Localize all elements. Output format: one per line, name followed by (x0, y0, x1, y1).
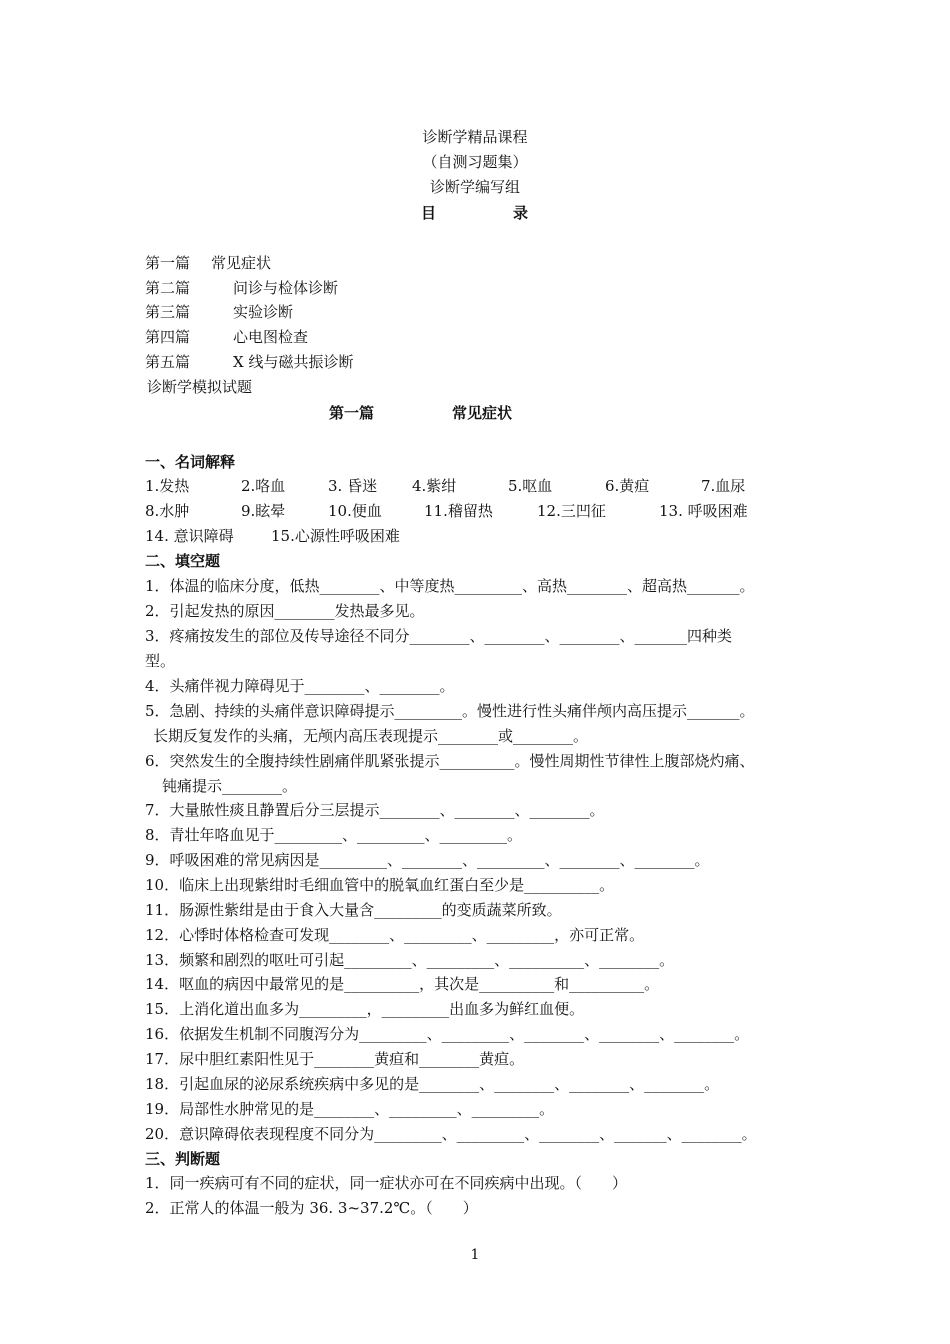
toc-title-right: 录 (513, 204, 529, 222)
fill-question: 2．引起发热的原因________发热最多见。 (145, 602, 425, 620)
term-item: 1.发热 (145, 477, 190, 495)
toc-title-left: 目 (421, 204, 437, 222)
term-item: 2.咯血 (241, 477, 286, 495)
judge-question: 2．正常人的体温一般为 36. 3~37.2℃。（ ） (145, 1199, 478, 1217)
fill-question: 10．临床上出现紫绀时毛细血管中的脱氧血红蛋白至少是__________。 (145, 876, 615, 894)
course-subtitle: （自测习题集） (422, 153, 528, 171)
section-heading-judge: 三、判断题 (145, 1150, 221, 1168)
part-title: 常见症状 (452, 404, 513, 422)
page-number: 1 (470, 1247, 480, 1263)
editor-group: 诊断学编写组 (429, 178, 520, 196)
term-item: 9.眩晕 (241, 502, 286, 520)
toc-item-title: X 线与磁共振诊断 (233, 353, 354, 371)
fill-question: 7．大量脓性痰且静置后分三层提示________、________、________。 (145, 801, 605, 819)
toc-item-num: 第三篇 (145, 303, 191, 321)
term-item: 13. 呼吸困难 (659, 502, 748, 520)
fill-question: 13．频繁和剧烈的呕吐可引起_________、_________、__________、________。 (145, 951, 675, 969)
fill-question: 3．疼痛按发生的部位及传导途径不同分________、________、________、_______四种类 (145, 627, 733, 645)
fill-question-continued: 型。 (145, 652, 176, 670)
term-item: 12.三凹征 (537, 502, 606, 520)
fill-question: 15．上消化道出血多为_________，_________出血多为鲜红血便。 (145, 1000, 585, 1018)
fill-question: 5．急剧、持续的头痛伴意识障碍提示_________。慢性进行性头痛伴颅内高压提示_______。 (145, 702, 755, 720)
section-heading-fill: 二、填空题 (145, 552, 221, 570)
term-item: 14. 意识障碍 (145, 527, 234, 545)
fill-question: 16．依据发生机制不同腹泻分为_________、_________、________、________、________。 (145, 1025, 750, 1043)
fill-question: 18．引起血尿的泌尿系统疾病中多见的是________、________、________、________。 (145, 1075, 720, 1093)
fill-question: 20．意识障碍依表现程度不同分为_________、_________、________、_______、________。 (145, 1125, 757, 1143)
fill-question: 19．局部性水肿常见的是________、_________、_________。 (145, 1100, 555, 1118)
fill-question: 6．突然发生的全腹持续性剧痛伴肌紧张提示__________。慢性周期性节律性上腹部烧灼痛、 (145, 752, 755, 770)
toc-item-title: 心电图检查 (233, 328, 309, 346)
fill-question-continued: 钝痛提示________。 (162, 777, 298, 795)
fill-question: 11．肠源性紫绀是由于食入大量含_________的变质蔬菜所致。 (145, 901, 562, 919)
toc-item-num: 第一篇 (145, 254, 191, 272)
toc-item-num: 第五篇 (145, 353, 191, 371)
toc-item-num: 第二篇 (145, 279, 191, 297)
term-item: 7.血尿 (701, 477, 746, 495)
fill-question: 9．呼吸困难的常见病因是_________、________、_________、________、________。 (145, 851, 710, 869)
toc-item-num: 第四篇 (145, 328, 191, 346)
term-item: 8.水肿 (145, 502, 190, 520)
fill-question: 4．头痛伴视力障碍见于________、________。 (145, 677, 455, 695)
fill-question: 17．尿中胆红素阳性见于________黄疸和________黄疸。 (145, 1050, 525, 1068)
section-heading-terms: 一、名词解释 (145, 453, 236, 471)
course-title: 诊断学精品课程 (422, 128, 528, 146)
term-item: 4.紫绀 (412, 477, 457, 495)
term-item: 10.便血 (328, 502, 382, 520)
part-number: 第一篇 (329, 404, 375, 422)
fill-question: 12．心悸时体格检查可发现________、_________、_________，亦可正常。 (145, 926, 645, 944)
fill-question-continued: 长期反复发作的头痛，无颅内高压表现提示________或________。 (153, 727, 589, 745)
term-item: 11.稽留热 (424, 502, 493, 520)
term-item: 3. 昏迷 (328, 477, 378, 495)
fill-question: 14．呕血的病因中最常见的是__________，其次是__________和__________。 (145, 975, 660, 993)
judge-question: 1．同一疾病可有不同的症状，同一症状亦可在不同疾病中出现。（ ） (145, 1174, 628, 1192)
fill-question: 8．青壮年咯血见于_________、_________、_________。 (145, 826, 523, 844)
fill-question: 1．体温的临床分度，低热________、中等度热_________、高热________、超高热_______。 (145, 577, 755, 595)
term-item: 6.黄疸 (605, 477, 650, 495)
toc-item-title: 常见症状 (211, 254, 272, 272)
toc-item-title: 实验诊断 (233, 303, 294, 321)
toc-item-title: 诊断学模拟试题 (147, 378, 253, 396)
term-item: 5.呕血 (508, 477, 553, 495)
term-item: 15.心源性呼吸困难 (271, 527, 400, 545)
toc-item-title: 问诊与检体诊断 (233, 279, 339, 297)
